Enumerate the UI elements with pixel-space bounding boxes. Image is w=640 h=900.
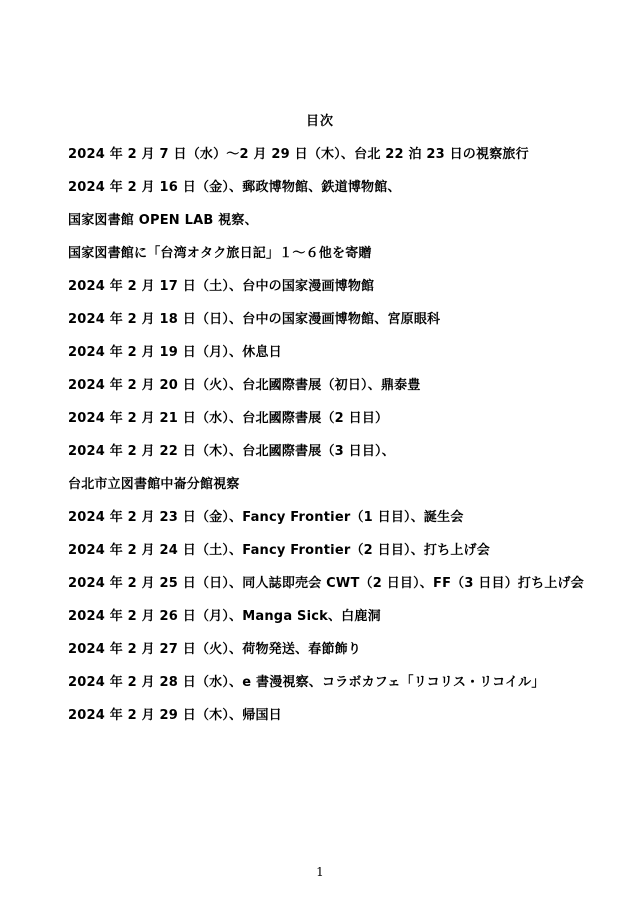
toc-title: 目次 [305, 114, 334, 129]
toc-line-9: 2024 年 2 月 21 日（水）、台北國際書展（2 日目） [68, 411, 389, 426]
toc-line-13: 2024 年 2 月 24 日（土）、Fancy Frontier（2 日目）、打ち上げ会 [68, 543, 490, 558]
toc-line-15: 2024 年 2 月 26 日（月）、Manga Sick、白鹿洞 [68, 609, 381, 624]
toc-line-5: 2024 年 2 月 17 日（土）、台中の国家漫画博物館 [68, 279, 375, 294]
toc-line-8: 2024 年 2 月 20 日（火）、台北國際書展（初日）、鼎泰豊 [68, 378, 421, 393]
toc-line-6: 2024 年 2 月 18 日（日）、台中の国家漫画博物館、宮原眼科 [68, 312, 441, 327]
toc-line-18: 2024 年 2 月 29 日（木）、帰国日 [68, 708, 282, 723]
toc-line-14: 2024 年 2 月 25 日（日）、同人誌即売会 CWT（2 日目）、FF（3 日目）打ち上げ会 [68, 576, 584, 591]
toc-line-3: 国家図書館 OPEN LAB 視察、 [68, 213, 258, 228]
table-of-contents [68, 146, 608, 740]
toc-line-16: 2024 年 2 月 27 日（火）、荷物発送、春節飾り [68, 642, 362, 657]
toc-line-12: 2024 年 2 月 23 日（金）、Fancy Frontier（1 日目）、誕生会 [68, 510, 464, 525]
page-number: 1 [316, 865, 324, 879]
toc-line-7: 2024 年 2 月 19 日（月）、休息日 [68, 345, 282, 360]
toc-line-1: 2024 年 2 月 7 日（水）～2 月 29 日（木）、台北 22 泊 23 日の視察旅行 [68, 147, 529, 162]
toc-line-4: 国家図書館に「台湾オタク旅日記」１～６他を寄贈 [68, 246, 372, 261]
toc-line-2: 2024 年 2 月 16 日（金）、郵政博物館、鉄道博物館、 [68, 180, 401, 195]
toc-line-11: 台北市立図書館中崙分館視察 [68, 477, 240, 492]
toc-line-17: 2024 年 2 月 28 日（水）、e 書漫視察、コラボカフェ「リコリス・リコイル」 [68, 675, 545, 690]
toc-line-10: 2024 年 2 月 22 日（木）、台北國際書展（3 日目）、 [68, 444, 395, 459]
